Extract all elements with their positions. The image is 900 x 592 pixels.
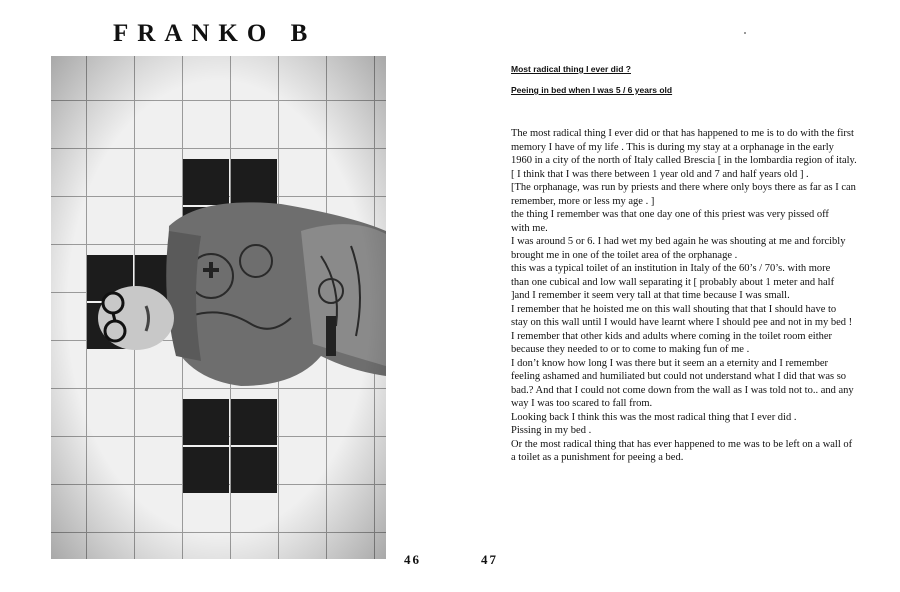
essay-line: The most radical thing I ever did or that has happened to me is to do with the first: [511, 128, 854, 139]
essay-line: a toilet as a punishment for peeing a bed.: [511, 452, 684, 463]
page-number-right: 47: [481, 552, 498, 567]
essay-line: memory I have of my life . This is during my stay at a orphanage in the early: [511, 141, 834, 153]
essay-line: [ I think that I was there between 1 year old and 7 and half years old ] .: [511, 168, 809, 180]
tiled-wall-portrait-image: [51, 56, 386, 559]
essay-line: the thing I remember was that one day one of this priest was very pissed off: [511, 209, 829, 220]
essay-line: stay on this wall until I would have learnt where I should pee and not in my bed !: [511, 317, 853, 328]
essay-line: feeling ashamed and humiliated but could not understand what I did that was so: [511, 371, 847, 382]
essay-line: with me.: [511, 222, 548, 234]
essay-body: [511, 127, 883, 465]
essay-line: because they needed to or to come to making fun of me .: [511, 344, 750, 355]
essay-line: remember, more or less my age . ]: [511, 195, 655, 207]
essay-line: I was around 5 or 6. I had wet my bed again he was shouting at me and forcibly: [511, 236, 846, 247]
essay-line: ]and I remember it seem very tall at that time because I was small.: [511, 290, 790, 301]
essay-line: I remember that other kids and adults where coming in the toilet room either: [511, 330, 833, 342]
question-heading: Most radical thing I ever did ?: [511, 64, 631, 74]
essay-line: this was a typical toilet of an institution in Italy of the 60’s / 70’s. with more: [511, 263, 831, 274]
essay-line: way I was too scared to fall from.: [511, 398, 653, 409]
page-number-left: 46: [404, 552, 421, 567]
print-speck: [744, 32, 746, 34]
essay-line: Pissing in my bed .: [511, 425, 592, 436]
essay-line: brought me in one of the toilet area of the orphanage .: [511, 249, 738, 261]
essay-line: [The orphanage, was run by priests and there where only boys there as far as I can: [511, 182, 856, 193]
essay-line: I don’t know how long I was there but it seem an a eternity and I remember: [511, 357, 829, 369]
essay-line: Or the most radical thing that has ever happened to me was to be left on a wall of: [511, 438, 853, 450]
essay-line: I remember that he hoisted me on this wall shouting that that I should have to: [511, 303, 837, 315]
artist-name-title: FRANKO B: [113, 20, 317, 47]
answer-heading: Peeing in bed when I was 5 / 6 years old: [511, 85, 673, 95]
essay-line: Looking back I think this was the most radical thing that I ever did .: [511, 411, 797, 423]
essay-line: bad.? And that I could not come down from the wall as I was told not to.. and any: [511, 384, 854, 396]
portrait-photo: [51, 56, 386, 559]
essay-line: 1960 in a city of the north of Italy called Brescia [ in the lombardia region of italy.: [511, 155, 857, 166]
essay-line: than one cubical and low wall separating it [ probably about 1 meter and half: [511, 276, 835, 288]
